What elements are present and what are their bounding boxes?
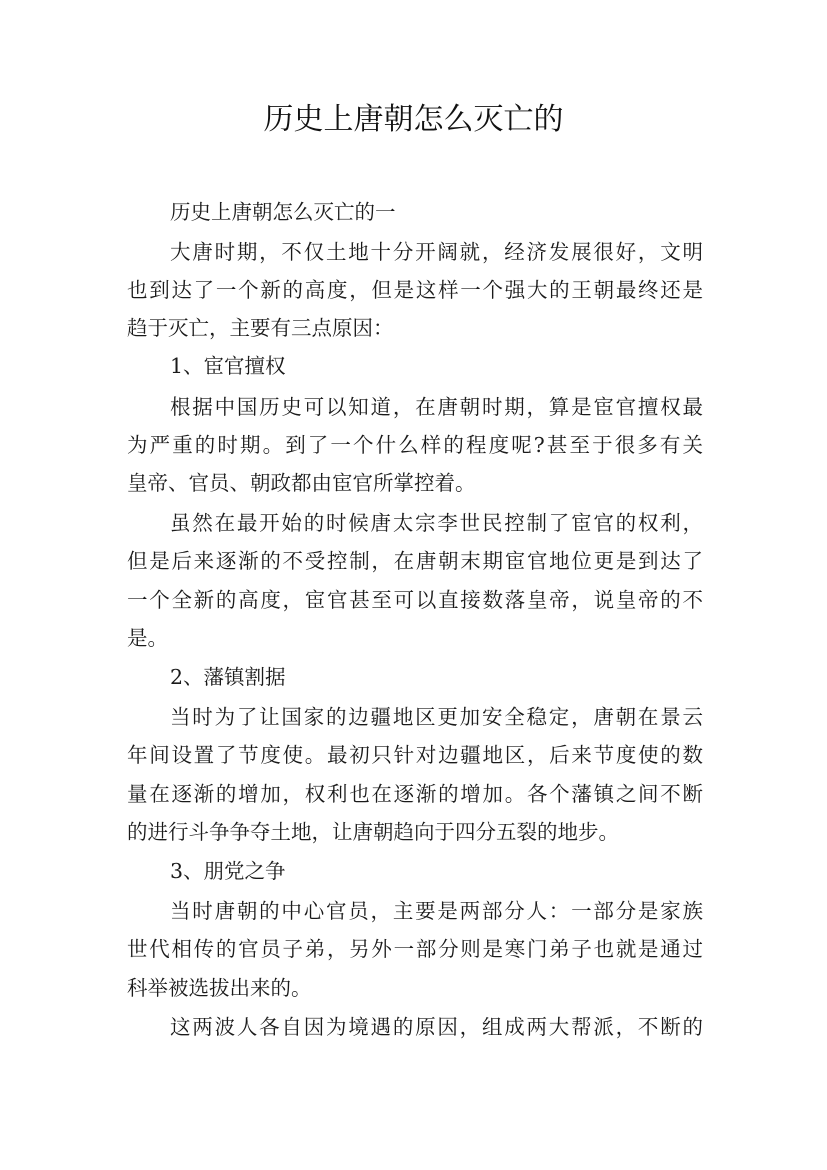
paragraph-line: 虽然在最开始的时候唐太宗李世民控制了宦官的权利， <box>170 511 703 535</box>
document-title: 历史上唐朝怎么灭亡的 <box>263 102 564 137</box>
paragraph-line: 量在逐渐的增加，权利也在逐渐的增加。各个藩镇之间不断 <box>127 782 703 806</box>
paragraph-line: 皇帝、官员、朝政都由宦官所掌控着。 <box>127 471 476 495</box>
section-heading: 3、朋党之争 <box>170 859 286 883</box>
paragraph-line: 也到达了一个新的高度，但是这样一个强大的王朝最终还是 <box>127 278 703 302</box>
paragraph-line: 的进行斗争争夺土地，让唐朝趋向于四分五裂的地步。 <box>127 820 619 844</box>
paragraph-line: 但是后来逐渐的不受控制，在唐朝末期宦官地位更是到达了 <box>127 549 703 573</box>
paragraph-line: 一个全新的高度，宦官甚至可以直接数落皇帝，说皇帝的不 <box>127 588 703 612</box>
paragraph-line: 为严重的时期。到了一个什么样的程度呢?甚至于很多有关 <box>127 433 703 457</box>
subtitle-line: 历史上唐朝怎么灭亡的一 <box>170 200 396 224</box>
paragraph-line: 大唐时期，不仅土地十分开阔就，经济发展很好，文明 <box>170 240 703 264</box>
section-heading: 2、藩镇割据 <box>170 665 286 689</box>
paragraph-line: 趋于灭亡，主要有三点原因： <box>127 316 394 340</box>
paragraph-line: 根据中国历史可以知道，在唐朝时期，算是宦官擅权最 <box>170 395 703 419</box>
paragraph-line: 世代相传的官员子弟，另外一部分则是寒门弟子也就是通过 <box>127 937 703 961</box>
paragraph-line: 这两波人各自因为境遇的原因，组成两大帮派，不断的 <box>170 1015 703 1039</box>
paragraph-line: 年间设置了节度使。最初只针对边疆地区，后来节度使的数 <box>127 743 703 767</box>
paragraph-line: 科举被选拔出来的。 <box>127 976 312 1000</box>
section-heading: 1、宦官擅权 <box>170 354 286 378</box>
paragraph-line: 当时唐朝的中心官员，主要是两部分人：一部分是家族 <box>170 899 703 923</box>
paragraph-line: 是。 <box>127 626 168 650</box>
paragraph-line: 当时为了让国家的边疆地区更加安全稳定，唐朝在景云 <box>170 705 703 729</box>
